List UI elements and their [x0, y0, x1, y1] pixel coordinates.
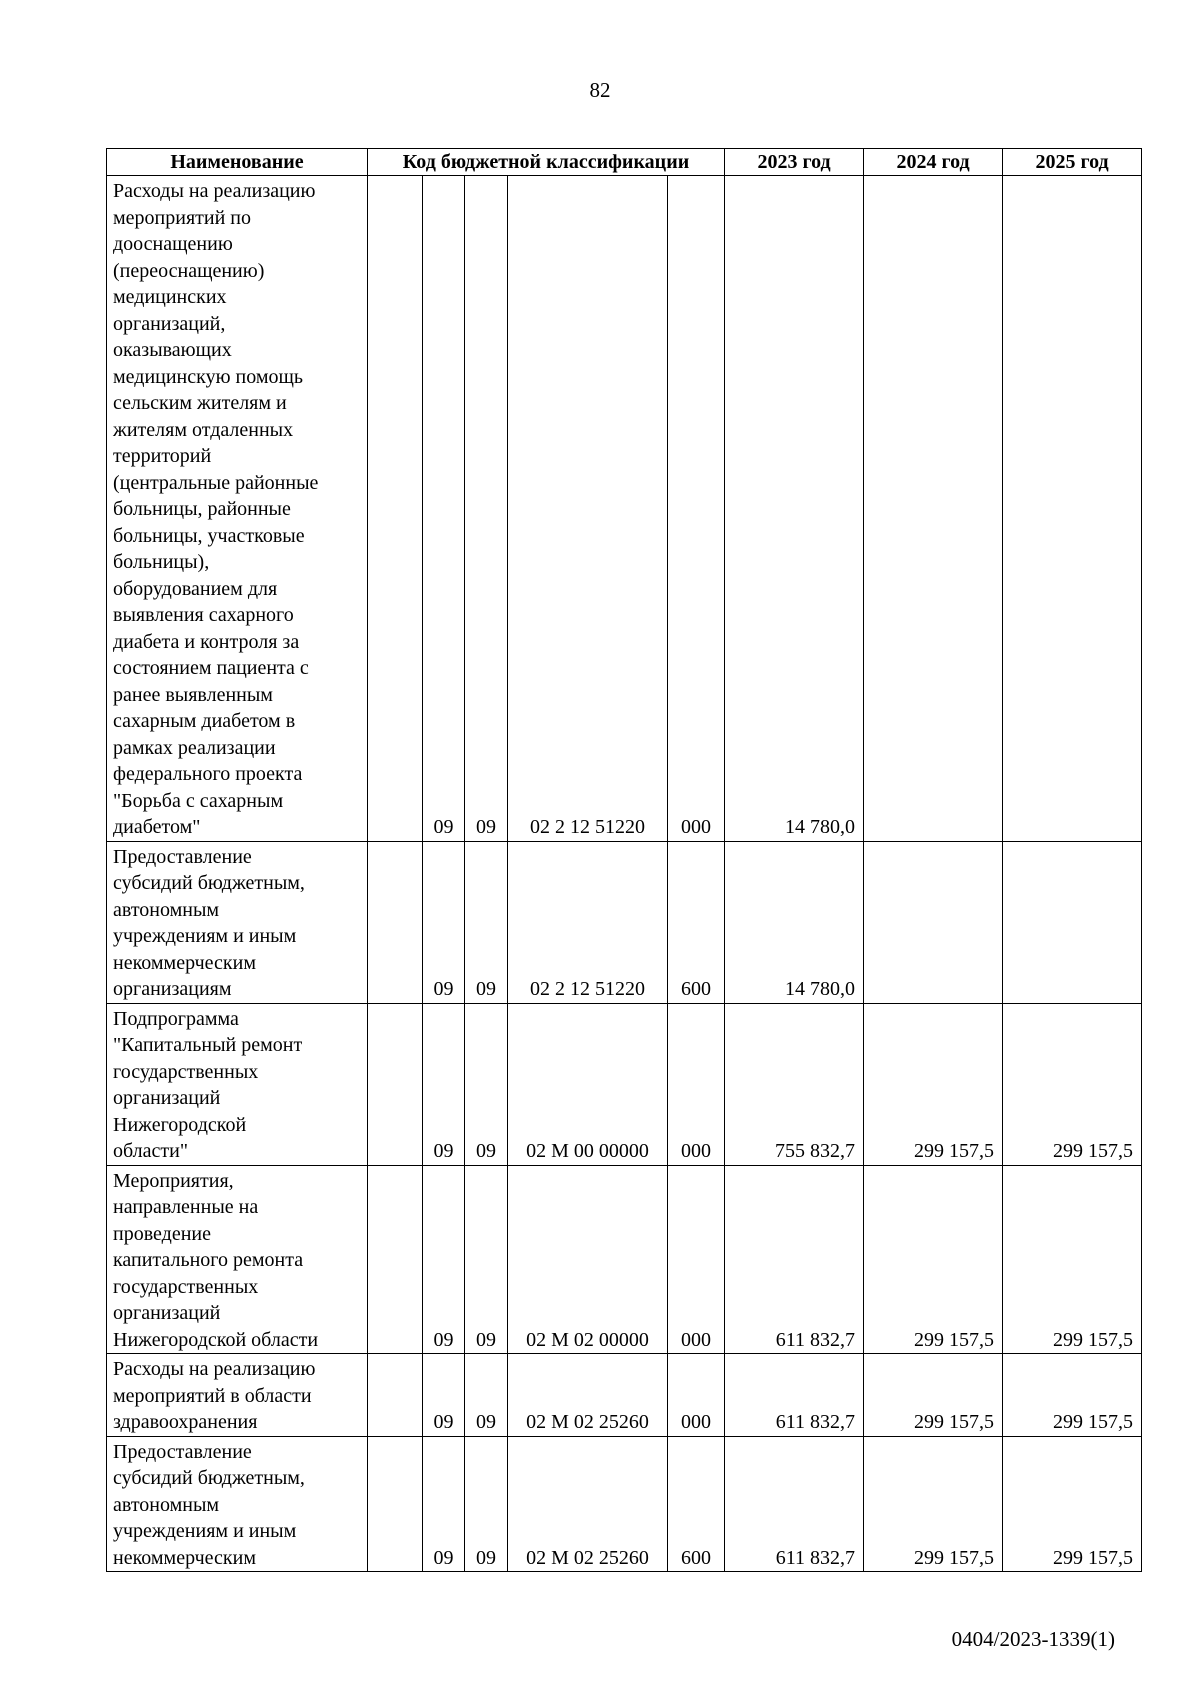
value-2023: 14 780,0 — [725, 176, 864, 842]
table-row — [107, 1436, 1142, 1572]
table-row — [107, 1354, 1142, 1437]
code-expense-type: 600 — [668, 841, 725, 1003]
code-col-1 — [368, 1354, 423, 1437]
header-2025: 2025 год — [1003, 149, 1142, 176]
header-2023: 2023 год — [725, 149, 864, 176]
page-number: 82 — [589, 78, 611, 102]
row-name: Подпрограмма "Капитальный ремонт государственных организаций Нижегородской области" — [107, 1003, 368, 1165]
code-target-article: 02 М 02 25260 — [508, 1436, 668, 1572]
code-expense-type: 000 — [668, 176, 725, 842]
code-subsection: 09 — [465, 1165, 508, 1354]
budget-table — [106, 148, 1142, 1572]
code-col-1 — [368, 176, 423, 842]
code-target-article: 02 2 12 51220 — [508, 841, 668, 1003]
code-target-article: 02 М 02 25260 — [508, 1354, 668, 1437]
code-expense-type: 000 — [668, 1165, 725, 1354]
value-2025 — [1003, 841, 1142, 1003]
code-section: 09 — [423, 841, 465, 1003]
value-2024: 299 157,5 — [864, 1165, 1003, 1354]
value-2025: 299 157,5 — [1003, 1165, 1142, 1354]
code-subsection: 09 — [465, 1003, 508, 1165]
table-header-row — [107, 149, 1142, 176]
code-section: 09 — [423, 1354, 465, 1437]
row-name: Расходы на реализацию мероприятий в области здравоохранения — [107, 1354, 368, 1437]
code-expense-type: 000 — [668, 1354, 725, 1437]
value-2024 — [864, 176, 1003, 842]
value-2024: 299 157,5 — [864, 1003, 1003, 1165]
value-2023: 755 832,7 — [725, 1003, 864, 1165]
code-expense-type: 600 — [668, 1436, 725, 1572]
code-col-1 — [368, 1436, 423, 1572]
code-target-article: 02 М 00 00000 — [508, 1003, 668, 1165]
value-2023: 14 780,0 — [725, 841, 864, 1003]
code-col-1 — [368, 841, 423, 1003]
value-2024 — [864, 841, 1003, 1003]
code-section: 09 — [423, 1165, 465, 1354]
code-target-article: 02 М 02 00000 — [508, 1165, 668, 1354]
code-section: 09 — [423, 1003, 465, 1165]
header-code: Код бюджетной классификации — [368, 149, 725, 176]
table-row — [107, 1003, 1142, 1165]
code-col-1 — [368, 1165, 423, 1354]
code-subsection: 09 — [465, 1354, 508, 1437]
value-2025: 299 157,5 — [1003, 1354, 1142, 1437]
value-2024: 299 157,5 — [864, 1354, 1003, 1437]
row-name: Предоставление субсидий бюджетным, автономным учреждениям и иным некоммерческим организациям — [107, 841, 368, 1003]
value-2023: 611 832,7 — [725, 1165, 864, 1354]
document-code: 0404/2023-1339(1) — [951, 1627, 1115, 1651]
row-name: Расходы на реализацию мероприятий по дооснащению (переоснащению) медицинских организаций, оказывающих медицинскую помощь сельским жителям и жителям отдаленных территорий (центральные районные больницы, районные больницы, участковые больницы), оборудованием для выявления сахарного диабета и контроля за состоянием пациента с ранее выявленным сахарным диабетом в рамках реализации федерального проекта "Борьба с сахарным диабетом" — [107, 176, 368, 842]
header-name: Наименование — [107, 149, 368, 176]
code-section: 09 — [423, 176, 465, 842]
value-2023: 611 832,7 — [725, 1436, 864, 1572]
code-section: 09 — [423, 1436, 465, 1572]
code-subsection: 09 — [465, 841, 508, 1003]
table-row — [107, 176, 1142, 842]
table-row — [107, 841, 1142, 1003]
row-name: Предоставление субсидий бюджетным, автономным учреждениям и иным некоммерческим — [107, 1436, 368, 1572]
value-2023: 611 832,7 — [725, 1354, 864, 1437]
code-target-article: 02 2 12 51220 — [508, 176, 668, 842]
table-row — [107, 1165, 1142, 1354]
value-2025: 299 157,5 — [1003, 1003, 1142, 1165]
row-name: Мероприятия, направленные на проведение капитального ремонта государственных организаций Нижегородской области — [107, 1165, 368, 1354]
value-2025 — [1003, 176, 1142, 842]
value-2025: 299 157,5 — [1003, 1436, 1142, 1572]
code-subsection: 09 — [465, 176, 508, 842]
code-expense-type: 000 — [668, 1003, 725, 1165]
value-2024: 299 157,5 — [864, 1436, 1003, 1572]
code-col-1 — [368, 1003, 423, 1165]
code-subsection: 09 — [465, 1436, 508, 1572]
header-2024: 2024 год — [864, 149, 1003, 176]
